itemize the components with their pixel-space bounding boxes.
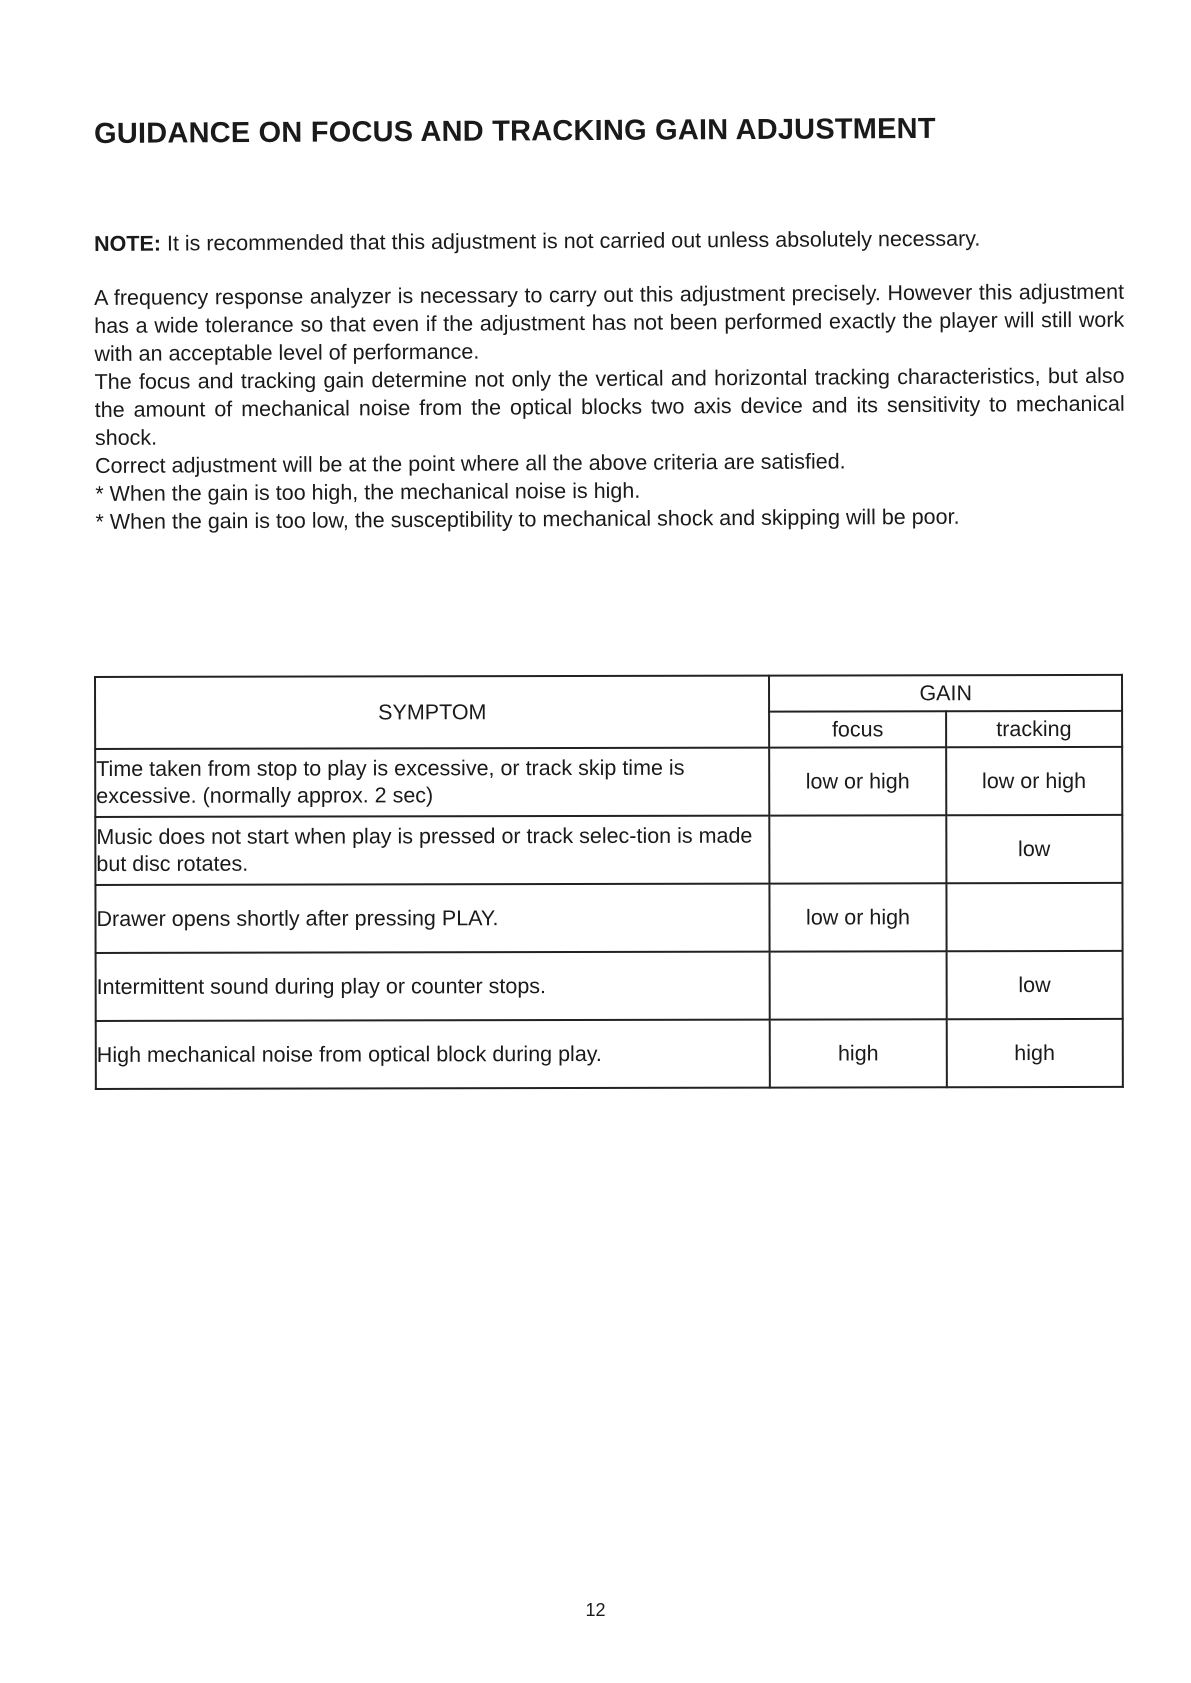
focus-cell [770,815,946,883]
focus-header: focus [769,711,945,747]
symptom-cell: Intermittent sound during play or counter stops. [96,952,771,1021]
bullet-gain-too-low: * When the gain is too low, the susceptibility to mechanical shock and skipping will be poor. [95,504,960,534]
tracking-cell [946,883,1123,951]
table-row [95,883,1122,953]
table-row [95,815,1122,885]
note-label: NOTE: [94,231,162,256]
paragraph-correct-adjustment: Correct adjustment will be at the point where all the above criteria are satisfied. [95,449,846,478]
note-text: It is recommended that this adjustment is not carried out unless absolutely necessary. [160,226,981,256]
focus-cell: high [770,1019,946,1087]
tracking-cell: low or high [946,747,1123,815]
symptom-cell: Drawer opens shortly after pressing PLAY. [95,884,770,953]
page-number: 12 [585,1600,606,1620]
tracking-cell: high [946,1019,1123,1087]
symptom-cell: Music does not start when play is pressed or track selec-tion is made but disc rotates. [95,816,770,885]
table-header-row [95,675,1122,713]
focus-cell: low or high [770,747,946,815]
tracking-cell: low [946,951,1123,1019]
gain-table [94,674,1124,1090]
focus-cell: low or high [770,883,946,951]
symptom-header: SYMPTOM [95,676,770,749]
page-title: GUIDANCE ON FOCUS AND TRACKING GAIN ADJUSTMENT [94,112,936,150]
table-row [96,951,1123,1021]
table-row [95,747,1122,817]
paragraph-analyzer: A frequency response analyzer is necessary to carry out this adjustment precisely. However this adjustment has a wide tolerance so that even if the adjustment has not been performed exactly the player will still work with an acceptable level of performance. [94,279,1125,366]
table-row [96,1019,1123,1089]
focus-cell [770,951,946,1019]
gain-header: GAIN [769,675,1122,712]
symptom-cell: High mechanical noise from optical block during play. [96,1020,771,1089]
bullet-gain-too-high: * When the gain is too high, the mechanical noise is high. [95,478,641,506]
note-line [94,226,1134,257]
symptom-cell: Time taken from stop to play is excessive, or track skip time is excessive. (normally approx. 2 sec) [95,748,770,817]
tracking-cell: low [946,815,1123,883]
paragraph-gain-determines: The focus and tracking gain determine not only the vertical and horizontal tracking characteristics, but also the amount of mechanical noise from the optical blocks two axis device and its sensitivity to mechanical shock. [94,363,1125,450]
tracking-header: tracking [946,711,1122,747]
body-text [94,278,1126,536]
